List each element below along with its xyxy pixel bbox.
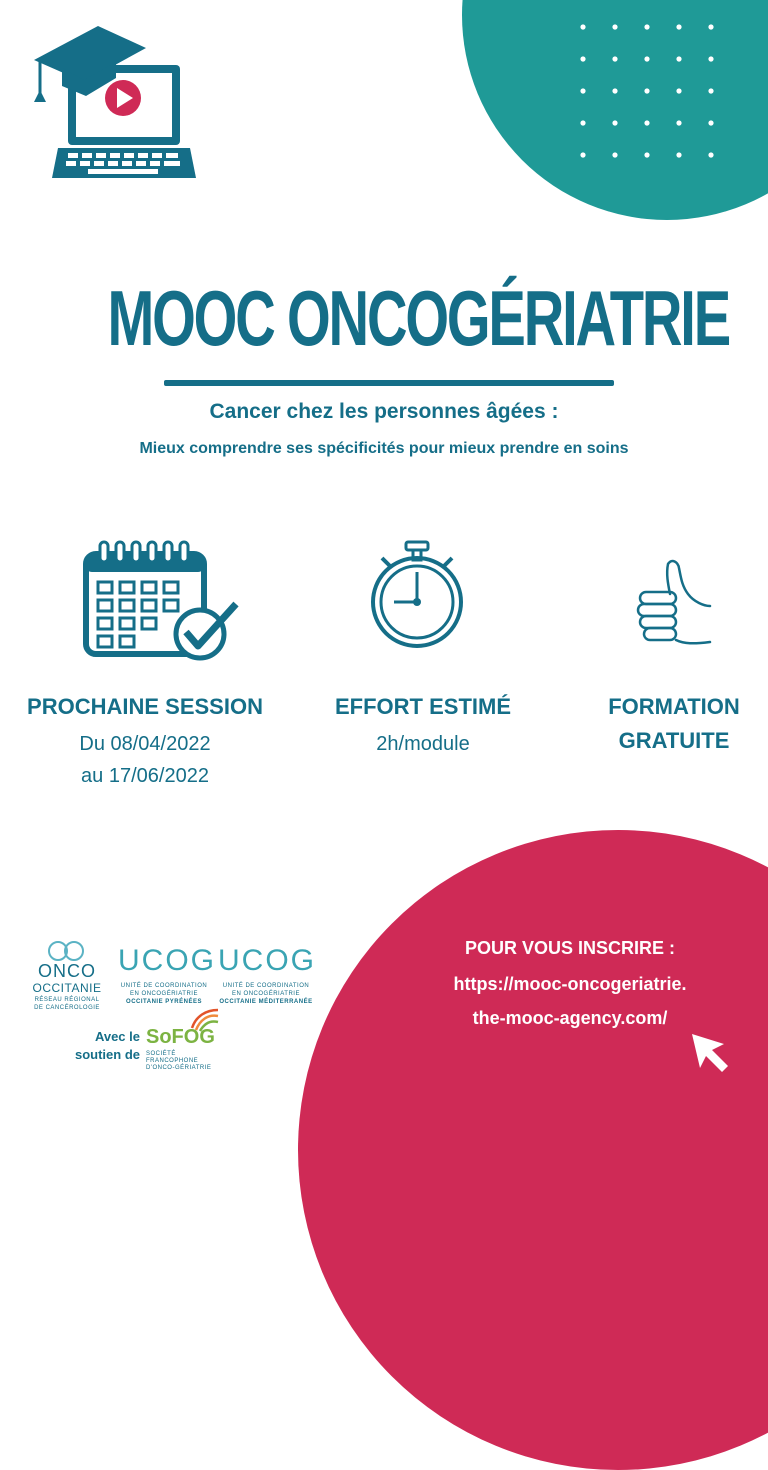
graduation-laptop-icon [28, 20, 200, 185]
sofog-sub1: SOCIÉTÉ [146, 1051, 176, 1057]
sofog-sub2: FRANCOPHONE [146, 1058, 199, 1064]
ucog-pyrenees-sub2: EN ONCOGÉRIATRIE [130, 991, 198, 997]
dot-grid-decoration [578, 22, 718, 162]
thumbs-up-icon [632, 556, 716, 652]
sofog-sub3: D'ONCO-GÉRIATRIE [146, 1065, 212, 1071]
registration-url-line1[interactable]: https://mooc-oncogeriatrie. [453, 974, 687, 994]
session-start-date: Du 08/04/2022 [79, 733, 211, 755]
registration-url-line2[interactable]: the-mooc-agency.com/ [472, 1008, 668, 1028]
title-underline [164, 380, 614, 386]
sofog-logo-name: SoFOG [146, 1026, 215, 1048]
ucog-pyrenees-sub1: UNITÉ DE COORDINATION [120, 983, 208, 989]
subtitle: Cancer chez les personnes âgées : [209, 400, 559, 423]
pink-circle-decoration [298, 830, 768, 1470]
effort-value: 2h/module [376, 733, 470, 755]
subtitle-secondary: Mieux comprendre ses spécificités pour mieux prendre en soins [139, 440, 629, 457]
stopwatch-icon [362, 538, 472, 658]
session-end-date: au 17/06/2022 [81, 765, 209, 787]
ucog-mediterranee-region: OCCITANIE MÉDITERRANÉE [219, 999, 313, 1005]
ucog-pyrenees-logo: UCOG [118, 944, 216, 977]
effort-heading: EFFORT ESTIMÉ [335, 694, 511, 719]
page-title: MOOC ONCOGÉRIATRIE [107, 274, 730, 362]
calendar-check-icon [80, 538, 240, 663]
support-text-line2: soutien de [74, 1047, 140, 1062]
session-heading: PROCHAINE SESSION [27, 694, 263, 719]
ucog-mediterranee-logo: UCOG [218, 944, 316, 977]
onco-logo-sub2: DE CANCÉROLOGIE [34, 1005, 100, 1011]
support-text-line1: Avec le [94, 1029, 140, 1044]
free-heading-line2: GRATUITE [618, 728, 730, 753]
free-heading-line1: FORMATION [608, 694, 740, 719]
onco-logo-name: ONCO [38, 961, 96, 981]
cursor-arrow-icon [688, 1030, 732, 1074]
ucog-pyrenees-region: OCCITANIE PYRÉNÉES [126, 999, 202, 1005]
onco-logo-sub1: RÉSEAU RÉGIONAL [34, 997, 100, 1003]
ucog-mediterranee-sub1: UNITÉ DE COORDINATION [222, 983, 310, 989]
ucog-mediterranee-sub2: EN ONCOGÉRIATRIE [232, 991, 300, 997]
registration-heading: POUR VOUS INSCRIRE : [464, 938, 676, 958]
onco-logo-region: OCCITANIE [32, 981, 102, 995]
